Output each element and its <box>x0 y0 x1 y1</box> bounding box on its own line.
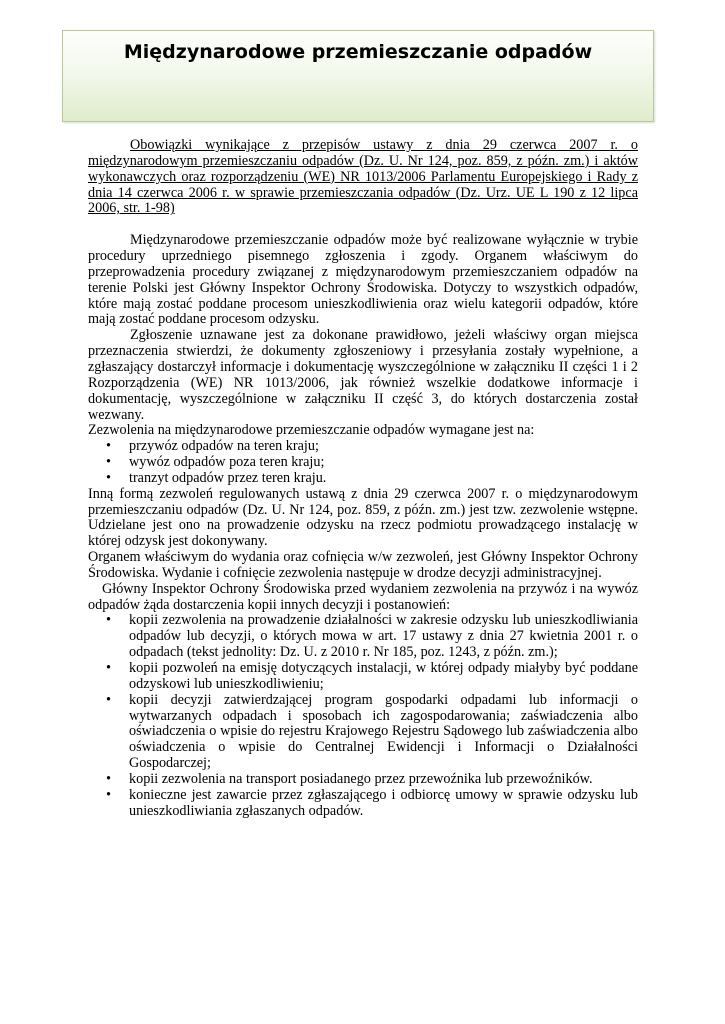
bullet-icon: • <box>106 691 111 708</box>
document-body <box>88 138 638 819</box>
bullet-icon: • <box>106 660 111 676</box>
paragraph-1: Międzynarodowe przemieszczanie odpadów może być realizowane wyłącznie w trybie procedury uprzedniego pisemnego zgłoszenia i zgody. Organem właściwym do przeprowadzenia procedury związanej z międzynarodowym przemieszczaniem odpadów na terenie Polski jest Główny Inspektor Ochrony Środowiska. Dotyczy to wszystkich odpadów, które mają zostać poddane procesom unieszkodliwienia oraz wielu kategorii odpadów, które mają zostać poddane procesom odzysku. <box>88 232 638 328</box>
list-item: • tranzyt odpadów przez teren kraju. <box>106 469 327 486</box>
list-item: • wywóz odpadów poza teren kraju; <box>106 454 325 471</box>
title-box <box>62 30 654 122</box>
page-title: Międzynarodowe przemieszczanie odpadów <box>123 41 593 63</box>
bullet-icon: • <box>106 469 111 486</box>
list-item: • kopii pozwoleń na emisję dotyczących instalacji, w której odpady miałyby być poddane odzyskowi lub unieszkodliwieniu; <box>106 660 638 692</box>
bullet-icon: • <box>106 770 111 787</box>
bullet-icon: • <box>106 438 111 455</box>
permit-types-list <box>88 439 638 487</box>
bullet-icon: • <box>106 612 111 629</box>
bullet-icon: • <box>106 786 111 803</box>
paragraph-5: Organem właściwym do wydania oraz cofnięcia w/w zezwoleń, jest Główny Inspektor Ochrony Środowiska. Wydanie i cofnięcie zezwolenia następuje w drodze decyzji administracyjnej. <box>88 549 638 581</box>
bullet-icon: • <box>106 454 111 471</box>
list-item: • przywóz odpadów na teren kraju; <box>106 438 319 455</box>
paragraph-4: Inną formą zezwoleń regulowanych ustawą z dnia 29 czerwca 2007 r. o międzynarodowym przemieszczaniu odpadów (Dz. U. Nr 124, poz. 859, z późn. zm.) jest tzw. zezwolenie wstępne. Udzielane jest ono na prowadzenie odzysku na rzecz podmiotu prowadzącego instalację w której odzysk jest dokonywany. <box>88 485 638 550</box>
required-documents-list <box>88 613 638 819</box>
list-item: • konieczne jest zawarcie przez zgłaszającego i odbiorcę umowy w sprawie odzysku lub unieszkodliwiania zgłaszanych odpadów. <box>106 786 638 819</box>
list-item: • kopii decyzji zatwierdzającej program gospodarki odpadami lub informacji o wytwarzanych odpadach i sposobach ich zagospodarowania; zaświadczenia albo oświadczenia o wpisie do rejestru Krajowego Rejestru Sądowego lub zaświadczenia albo oświadczenia o wpisie do Centralnej Ewidencji i Informacji o Działalności Gospodarczej; <box>106 691 638 772</box>
intro-paragraph: Obowiązki wynikające z przepisów ustawy z dnia 29 czerwca 2007 r. o międzynarodowym przemieszczaniu odpadów (Dz. U. Nr 124, poz. 859, z późn. zm.) i aktów wykonawczych oraz rozporządzeniu (WE) NR 1013/2006 Parlamentu Europejskiego i Rady z dnia 14 czerwca 2006 r. w sprawie przemieszczania odpadów (Dz. Urz. UE L 190 z 12 lipca 2006, str. 1-98) <box>88 137 638 217</box>
list-item: • kopii zezwolenia na transport posiadanego przez przewoźnika lub przewoźników. <box>106 770 593 787</box>
list-item: • kopii zezwolenia na prowadzenie działalności w zakresie odzysku lub unieszkodliwiania odpadów lub decyzji, o których mowa w art. 17 ustawy z dnia 27 kwietnia 2001 r. o odpadach (tekst jednolity: Dz. U. z 2010 r. Nr 185, poz. 1243, z późn. zm.); <box>106 612 638 661</box>
paragraph-2: Zgłoszenie uznawane jest za dokonane prawidłowo, jeżeli właściwy organ miejsca przeznaczenia stwierdzi, że dokumenty zgłoszeniowy i przesyłania zostały wypełnione, a zgłaszający dostarczył informacje i dokumentację wyszczególnione w załączniku II części 1 i 2 Rozporządzenia (WE) NR 1013/2006, jak również wszelkie dodatkowe informacje i dokumentację, wyszczególnione w załączniku II część 3, do których dostarczenia został wezwany. <box>88 327 638 423</box>
paragraph-6: Główny Inspektor Ochrony Środowiska przed wydaniem zezwolenia na przywóz i na wywóz odpadów żąda dostarczenia kopii innych decyzji i postanowień: <box>88 580 638 613</box>
paragraph-3: Zezwolenia na międzynarodowe przemieszczanie odpadów wymagane jest na: <box>88 422 535 439</box>
